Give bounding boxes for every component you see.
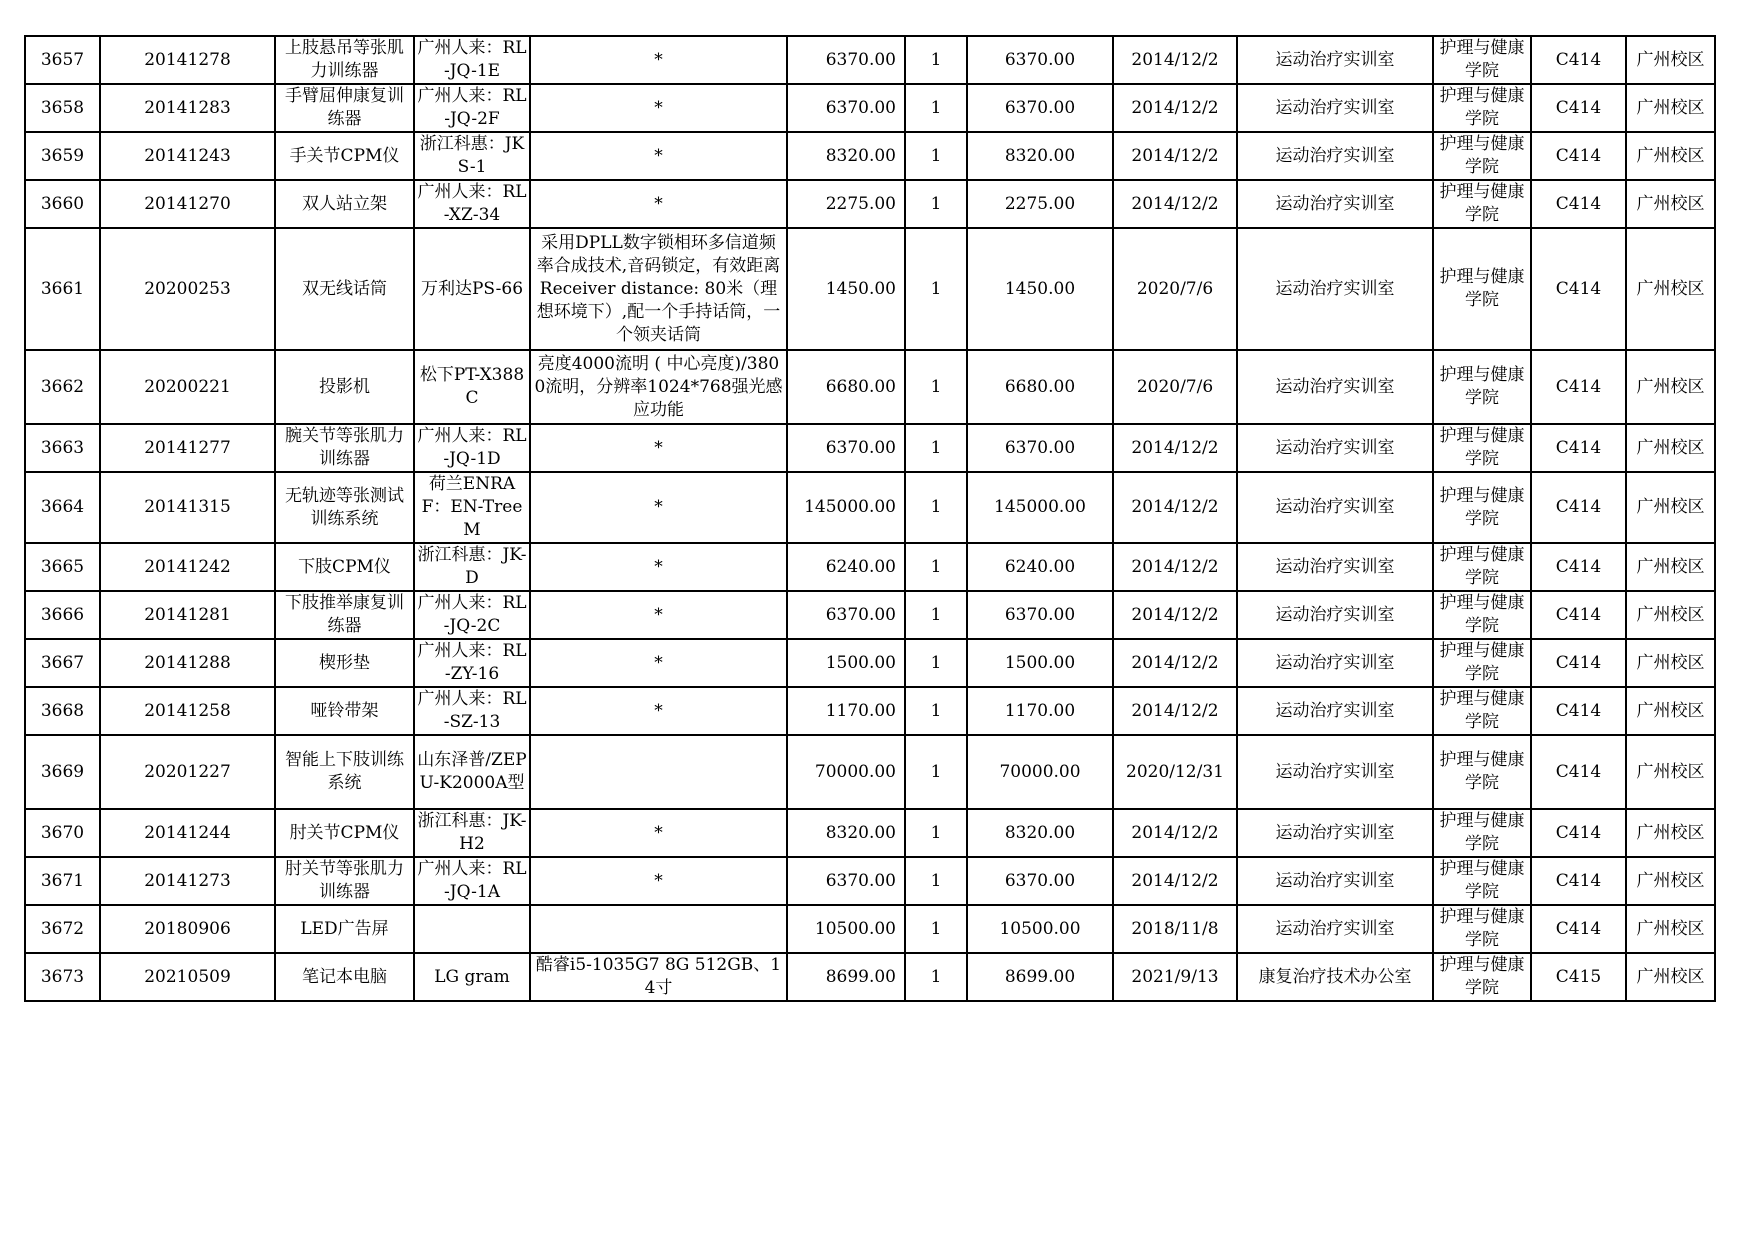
cell-model: 广州人来：RL-SZ-13 [414,687,530,735]
cell-spec: 酷睿i5-1035G7 8G 512GB、14寸 [530,953,787,1001]
cell-location: 运动治疗实训室 [1237,543,1433,591]
cell-amount: 6370.00 [967,36,1113,84]
cell-amount: 1500.00 [967,639,1113,687]
cell-dept: 护理与健康学院 [1433,228,1531,350]
cell-unit-price: 8699.00 [787,953,905,1001]
cell-dept: 护理与健康学院 [1433,132,1531,180]
cell-dept: 护理与健康学院 [1433,84,1531,132]
cell-location: 运动治疗实训室 [1237,472,1433,543]
cell-spec: * [530,36,787,84]
cell-unit-price: 145000.00 [787,472,905,543]
cell-model: 浙江科惠：JK-H2 [414,809,530,857]
cell-spec: 采用DPLL数字锁相环多信道频率合成技术,音码锁定，有效距离Receiver distance: 80米（理想环境下）,配一个手持话筒，一个领夹话筒 [530,228,787,350]
cell-model: 广州人来：RL-JQ-1E [414,36,530,84]
cell-location: 运动治疗实训室 [1237,228,1433,350]
cell-dept: 护理与健康学院 [1433,857,1531,905]
cell-name: 上肢悬吊等张肌力训练器 [275,36,414,84]
cell-spec: 亮度4000流明 ( 中心亮度)/3800流明，分辨率1024*768强光感应功能 [530,350,787,424]
cell-spec [530,735,787,809]
cell-room: C414 [1531,350,1626,424]
cell-qty: 1 [905,228,967,350]
cell-asset-no: 20201227 [100,735,275,809]
cell-room: C414 [1531,639,1626,687]
cell-seq: 3672 [25,905,100,953]
table-row [25,36,1715,84]
cell-model: 广州人来：RL-ZY-16 [414,639,530,687]
cell-asset-no: 20141283 [100,84,275,132]
cell-name: 楔形垫 [275,639,414,687]
cell-date: 2014/12/2 [1113,472,1237,543]
cell-asset-no: 20141243 [100,132,275,180]
cell-room: C414 [1531,132,1626,180]
cell-unit-price: 70000.00 [787,735,905,809]
cell-dept: 护理与健康学院 [1433,424,1531,472]
cell-qty: 1 [905,36,967,84]
cell-qty: 1 [905,591,967,639]
cell-location: 运动治疗实训室 [1237,905,1433,953]
cell-date: 2020/7/6 [1113,350,1237,424]
cell-date: 2014/12/2 [1113,543,1237,591]
cell-spec: * [530,809,787,857]
cell-amount: 6370.00 [967,857,1113,905]
table-row [25,735,1715,809]
cell-unit-price: 6370.00 [787,36,905,84]
cell-date: 2020/7/6 [1113,228,1237,350]
cell-date: 2018/11/8 [1113,905,1237,953]
cell-date: 2014/12/2 [1113,132,1237,180]
cell-qty: 1 [905,424,967,472]
cell-asset-no: 20141244 [100,809,275,857]
cell-name: 腕关节等张肌力训练器 [275,424,414,472]
cell-unit-price: 6370.00 [787,591,905,639]
cell-room: C414 [1531,543,1626,591]
cell-amount: 6370.00 [967,84,1113,132]
cell-seq: 3658 [25,84,100,132]
cell-campus: 广州校区 [1626,543,1715,591]
cell-qty: 1 [905,543,967,591]
table-row [25,84,1715,132]
cell-room: C414 [1531,857,1626,905]
cell-seq: 3659 [25,132,100,180]
cell-campus: 广州校区 [1626,905,1715,953]
cell-spec: * [530,180,787,228]
cell-room: C414 [1531,735,1626,809]
table-row [25,180,1715,228]
cell-room: C414 [1531,809,1626,857]
cell-name: 下肢CPM仪 [275,543,414,591]
table-row [25,639,1715,687]
cell-asset-no: 20141315 [100,472,275,543]
cell-location: 运动治疗实训室 [1237,84,1433,132]
cell-seq: 3662 [25,350,100,424]
cell-name: 双无线话筒 [275,228,414,350]
cell-qty: 1 [905,905,967,953]
cell-model: 广州人来：RL-JQ-2C [414,591,530,639]
table-row [25,857,1715,905]
cell-location: 运动治疗实训室 [1237,857,1433,905]
cell-campus: 广州校区 [1626,953,1715,1001]
cell-spec: * [530,857,787,905]
cell-qty: 1 [905,735,967,809]
cell-unit-price: 1450.00 [787,228,905,350]
cell-location: 运动治疗实训室 [1237,735,1433,809]
cell-asset-no: 20180906 [100,905,275,953]
cell-spec: * [530,543,787,591]
cell-room: C414 [1531,84,1626,132]
cell-spec [530,905,787,953]
cell-campus: 广州校区 [1626,84,1715,132]
cell-qty: 1 [905,84,967,132]
cell-asset-no: 20141242 [100,543,275,591]
cell-name: 下肢推举康复训练器 [275,591,414,639]
cell-location: 运动治疗实训室 [1237,132,1433,180]
cell-campus: 广州校区 [1626,132,1715,180]
cell-spec: * [530,424,787,472]
cell-amount: 8320.00 [967,132,1113,180]
cell-dept: 护理与健康学院 [1433,809,1531,857]
cell-model: 广州人来：RL-XZ-34 [414,180,530,228]
cell-seq: 3661 [25,228,100,350]
table-row [25,424,1715,472]
cell-location: 运动治疗实训室 [1237,639,1433,687]
cell-campus: 广州校区 [1626,857,1715,905]
cell-dept: 护理与健康学院 [1433,735,1531,809]
cell-room: C414 [1531,180,1626,228]
cell-dept: 护理与健康学院 [1433,953,1531,1001]
cell-amount: 6370.00 [967,424,1113,472]
table-row [25,132,1715,180]
cell-seq: 3669 [25,735,100,809]
cell-campus: 广州校区 [1626,809,1715,857]
cell-amount: 6370.00 [967,591,1113,639]
cell-seq: 3666 [25,591,100,639]
cell-seq: 3664 [25,472,100,543]
cell-model: LG gram [414,953,530,1001]
cell-location: 运动治疗实训室 [1237,809,1433,857]
cell-model: 万利达PS-66 [414,228,530,350]
cell-campus: 广州校区 [1626,350,1715,424]
cell-name: 哑铃带架 [275,687,414,735]
cell-asset-no: 20141288 [100,639,275,687]
cell-qty: 1 [905,180,967,228]
table-row [25,472,1715,543]
table-row [25,543,1715,591]
cell-qty: 1 [905,687,967,735]
table-body [25,36,1715,1001]
cell-name: 手关节CPM仪 [275,132,414,180]
cell-campus: 广州校区 [1626,687,1715,735]
cell-date: 2014/12/2 [1113,424,1237,472]
cell-unit-price: 6240.00 [787,543,905,591]
cell-asset-no: 20200221 [100,350,275,424]
cell-room: C414 [1531,36,1626,84]
cell-qty: 1 [905,639,967,687]
cell-location: 运动治疗实训室 [1237,687,1433,735]
cell-qty: 1 [905,132,967,180]
cell-date: 2014/12/2 [1113,809,1237,857]
table-row [25,905,1715,953]
cell-model: 松下PT-X388C [414,350,530,424]
cell-date: 2014/12/2 [1113,857,1237,905]
cell-campus: 广州校区 [1626,36,1715,84]
cell-dept: 护理与健康学院 [1433,687,1531,735]
cell-amount: 2275.00 [967,180,1113,228]
cell-model: 浙江科惠：JK-D [414,543,530,591]
cell-date: 2014/12/2 [1113,84,1237,132]
cell-name: 双人站立架 [275,180,414,228]
cell-date: 2014/12/2 [1113,180,1237,228]
cell-campus: 广州校区 [1626,472,1715,543]
cell-dept: 护理与健康学院 [1433,472,1531,543]
cell-dept: 护理与健康学院 [1433,36,1531,84]
cell-asset-no: 20141277 [100,424,275,472]
cell-campus: 广州校区 [1626,180,1715,228]
cell-room: C414 [1531,687,1626,735]
cell-campus: 广州校区 [1626,735,1715,809]
cell-room: C414 [1531,472,1626,543]
cell-unit-price: 10500.00 [787,905,905,953]
cell-seq: 3671 [25,857,100,905]
cell-qty: 1 [905,809,967,857]
cell-campus: 广州校区 [1626,228,1715,350]
cell-model: 广州人来：RL-JQ-1A [414,857,530,905]
table-row [25,228,1715,350]
cell-campus: 广州校区 [1626,591,1715,639]
cell-location: 运动治疗实训室 [1237,591,1433,639]
cell-model: 荷兰ENRAF：EN-TreeM [414,472,530,543]
cell-name: 肘关节等张肌力训练器 [275,857,414,905]
cell-qty: 1 [905,350,967,424]
cell-room: C414 [1531,228,1626,350]
cell-campus: 广州校区 [1626,639,1715,687]
cell-asset-no: 20141273 [100,857,275,905]
cell-amount: 6680.00 [967,350,1113,424]
cell-dept: 护理与健康学院 [1433,905,1531,953]
cell-dept: 护理与健康学院 [1433,591,1531,639]
cell-date: 2021/9/13 [1113,953,1237,1001]
cell-seq: 3663 [25,424,100,472]
cell-model: 山东泽普/ZEPU-K2000A型 [414,735,530,809]
cell-room: C414 [1531,905,1626,953]
cell-dept: 护理与健康学院 [1433,350,1531,424]
cell-unit-price: 2275.00 [787,180,905,228]
cell-unit-price: 6680.00 [787,350,905,424]
cell-room: C415 [1531,953,1626,1001]
cell-unit-price: 6370.00 [787,857,905,905]
cell-dept: 护理与健康学院 [1433,639,1531,687]
cell-location: 康复治疗技术办公室 [1237,953,1433,1001]
cell-seq: 3670 [25,809,100,857]
cell-name: 智能上下肢训练系统 [275,735,414,809]
cell-model: 浙江科惠：JKS-1 [414,132,530,180]
cell-seq: 3673 [25,953,100,1001]
cell-qty: 1 [905,953,967,1001]
cell-model: 广州人来：RL-JQ-1D [414,424,530,472]
cell-dept: 护理与健康学院 [1433,543,1531,591]
asset-inventory-sheet [24,35,1716,1002]
cell-unit-price: 6370.00 [787,424,905,472]
cell-amount: 1170.00 [967,687,1113,735]
cell-asset-no: 20141281 [100,591,275,639]
cell-amount: 10500.00 [967,905,1113,953]
cell-room: C414 [1531,591,1626,639]
cell-spec: * [530,84,787,132]
table-row [25,350,1715,424]
cell-seq: 3668 [25,687,100,735]
cell-dept: 护理与健康学院 [1433,180,1531,228]
cell-asset-no: 20210509 [100,953,275,1001]
cell-date: 2014/12/2 [1113,639,1237,687]
cell-model: 广州人来：RL-JQ-2F [414,84,530,132]
cell-unit-price: 8320.00 [787,809,905,857]
cell-location: 运动治疗实训室 [1237,180,1433,228]
cell-name: 投影机 [275,350,414,424]
cell-seq: 3667 [25,639,100,687]
cell-qty: 1 [905,472,967,543]
cell-location: 运动治疗实训室 [1237,424,1433,472]
cell-amount: 145000.00 [967,472,1113,543]
cell-room: C414 [1531,424,1626,472]
cell-date: 2014/12/2 [1113,591,1237,639]
cell-campus: 广州校区 [1626,424,1715,472]
cell-date: 2020/12/31 [1113,735,1237,809]
cell-name: 无轨迹等张测试训练系统 [275,472,414,543]
cell-spec: * [530,639,787,687]
cell-unit-price: 8320.00 [787,132,905,180]
cell-amount: 8699.00 [967,953,1113,1001]
table-row [25,953,1715,1001]
cell-amount: 6240.00 [967,543,1113,591]
cell-location: 运动治疗实训室 [1237,36,1433,84]
cell-name: 肘关节CPM仪 [275,809,414,857]
cell-seq: 3660 [25,180,100,228]
cell-asset-no: 20141270 [100,180,275,228]
cell-asset-no: 20141258 [100,687,275,735]
cell-amount: 8320.00 [967,809,1113,857]
table-row [25,591,1715,639]
cell-date: 2014/12/2 [1113,36,1237,84]
cell-asset-no: 20200253 [100,228,275,350]
cell-unit-price: 1500.00 [787,639,905,687]
cell-spec: * [530,472,787,543]
table-row [25,687,1715,735]
cell-spec: * [530,591,787,639]
table-row [25,809,1715,857]
cell-name: LED广告屏 [275,905,414,953]
cell-spec: * [530,687,787,735]
cell-location: 运动治疗实训室 [1237,350,1433,424]
cell-date: 2014/12/2 [1113,687,1237,735]
cell-amount: 1450.00 [967,228,1113,350]
cell-seq: 3657 [25,36,100,84]
asset-table [24,35,1716,1002]
cell-qty: 1 [905,857,967,905]
cell-spec: * [530,132,787,180]
cell-name: 手臂屈伸康复训练器 [275,84,414,132]
cell-amount: 70000.00 [967,735,1113,809]
cell-unit-price: 6370.00 [787,84,905,132]
cell-name: 笔记本电脑 [275,953,414,1001]
cell-model [414,905,530,953]
cell-unit-price: 1170.00 [787,687,905,735]
cell-seq: 3665 [25,543,100,591]
cell-asset-no: 20141278 [100,36,275,84]
